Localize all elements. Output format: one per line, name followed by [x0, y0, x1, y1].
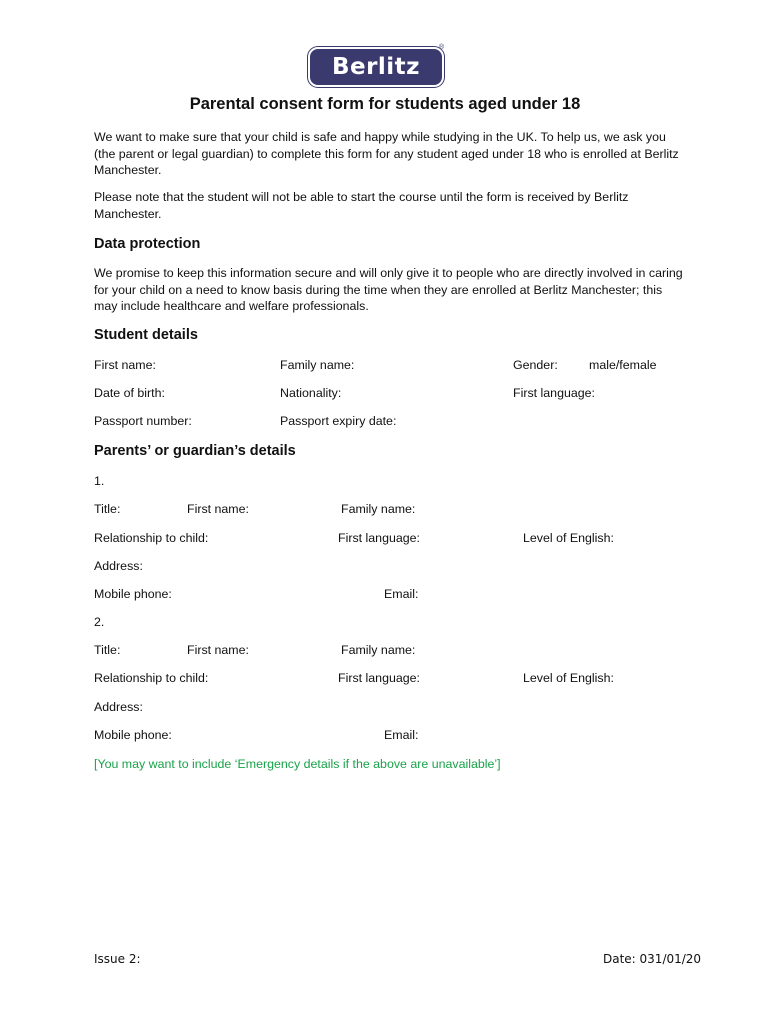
guardian-2-number: 2. — [94, 615, 105, 629]
student-gender-label: Gender: — [513, 358, 558, 372]
data-protection-text: We promise to keep this information secure and will only give it to people who are directly involved in caring for your child on a need to know basis during the time when they are enrolled at Berlitz Manchester; this may include healthcare and welfare professionals. — [94, 266, 683, 313]
guardian-1-title-label: Title: — [94, 502, 121, 516]
guardian-2-address-label: Address: — [94, 700, 143, 714]
student-passport-number-label: Passport number: — [94, 414, 192, 428]
student-first-name-label: First name: — [94, 358, 156, 372]
student-family-name-label: Family name: — [280, 358, 355, 372]
guardian-2-level-of-english-label: Level of English: — [523, 671, 614, 685]
page-title: Parental consent form for students aged under 18 — [189, 95, 581, 113]
registered-mark: ® — [439, 44, 445, 51]
student-details-heading: Student details — [94, 327, 198, 343]
guardian-2-family-name-label: Family name: — [341, 643, 416, 657]
student-gender-options: male/female — [589, 358, 657, 372]
guardian-1-level-of-english-label: Level of English: — [523, 531, 614, 545]
guardian-1-family-name-label: Family name: — [341, 502, 416, 516]
footer-issue: Issue 2: — [94, 952, 141, 966]
logo-text: Berlitz — [331, 54, 421, 80]
student-nationality-label: Nationality: — [280, 386, 342, 400]
emergency-details-note: [You may want to include ‘Emergency details if the above are unavailable’] — [94, 757, 501, 771]
footer-date: Date: 031/01/20 — [603, 952, 702, 966]
guardian-1-email-label: Email: — [384, 587, 419, 601]
guardian-2-mobile-phone-label: Mobile phone: — [94, 728, 172, 742]
intro-paragraph-2: Please note that the student will not be able to start the course until the form is received by Berlitz Manchester. — [94, 190, 629, 221]
guardian-1-address-label: Address: — [94, 559, 143, 573]
guardian-2-first-name-label: First name: — [187, 643, 249, 657]
guardian-2-first-language-label: First language: — [338, 671, 420, 685]
guardian-1-mobile-phone-label: Mobile phone: — [94, 587, 172, 601]
guardian-2-email-label: Email: — [384, 728, 419, 742]
guardian-1-first-language-label: First language: — [338, 531, 420, 545]
guardian-details-heading: Parents’ or guardian’s details — [94, 443, 296, 459]
guardian-2-title-label: Title: — [94, 643, 121, 657]
data-protection-heading: Data protection — [94, 236, 201, 252]
berlitz-logo — [308, 47, 444, 87]
student-passport-expiry-label: Passport expiry date: — [280, 414, 397, 428]
guardian-1-first-name-label: First name: — [187, 502, 249, 516]
guardian-2-relationship-label: Relationship to child: — [94, 671, 209, 685]
guardian-1-relationship-label: Relationship to child: — [94, 531, 209, 545]
student-first-language-label: First language: — [513, 386, 595, 400]
student-date-of-birth-label: Date of birth: — [94, 386, 165, 400]
intro-paragraph-1: We want to make sure that your child is safe and happy while studying in the UK. To help us, we ask you (the parent or legal guardian) to complete this form for any student aged under 18 who is enrolled at Berlitz Manchester. — [94, 130, 679, 177]
guardian-1-number: 1. — [94, 474, 105, 488]
